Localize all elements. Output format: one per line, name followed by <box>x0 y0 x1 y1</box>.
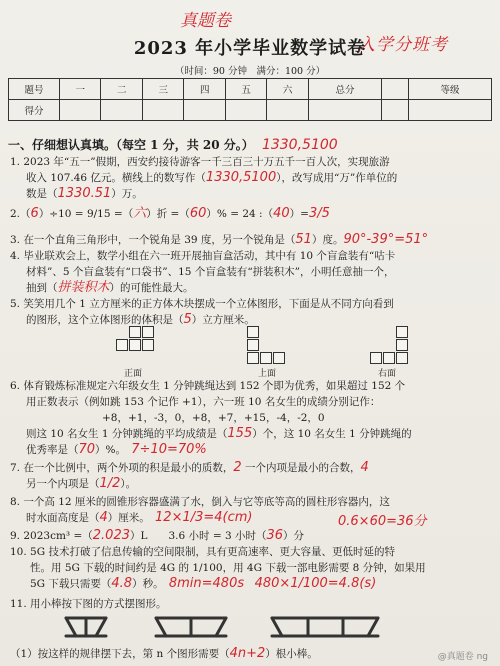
q8-line2 <box>10 510 390 526</box>
cube-cell <box>260 352 272 364</box>
q7-text: 一个内项是最小的合数， <box>244 462 361 474</box>
q2-fraction: 9/15 <box>86 208 111 220</box>
q2-answer-2: 六 <box>133 206 147 221</box>
right-view-label: 右面 <box>378 369 397 379</box>
q6-text: ）个，这 10 名女生 1 分钟跳绳的 <box>252 428 412 440</box>
q10-line2: 性。用 5G 下载的时间约是 4G 的 1/100，用 4G 下载一部电影需要 8 分钟，如果用 <box>30 562 426 574</box>
score-cell <box>225 100 266 121</box>
score-header-cell: 一 <box>60 79 101 100</box>
q6-text: 优秀率是（ <box>26 444 79 456</box>
score-table-score-row <box>9 100 492 121</box>
q2-text: =（ <box>113 208 134 220</box>
q2-answer-5: 3/5 <box>308 206 330 221</box>
q1-answer-1: 1330,5100 <box>205 170 277 185</box>
q2-text: ）= <box>289 208 309 220</box>
q6-line3: +8，+1，-3，0，+8，+7，+15，-4，-2，0 <box>102 412 325 424</box>
q1-text: ），改写成用“万”作单位的 <box>276 172 398 184</box>
score-header-cell: 总分 <box>308 79 381 100</box>
score-header-cell: 等级 <box>409 79 492 100</box>
q6-answer-2: 70 <box>78 442 96 457</box>
cube-cell <box>142 326 154 338</box>
q1-line3 <box>10 186 397 202</box>
q6-note: 7÷10=70% <box>131 442 207 457</box>
q10-note-2: 480×1/100=4.8(s) <box>254 576 377 591</box>
q6-line1: 6. 体育锻炼标准规定六年级女生 1 分钟跳绳达到 152 个即为优秀，如果超过 152 个 <box>10 380 406 392</box>
q5-answer: 5 <box>183 312 192 327</box>
q1-line1: 1. 2023 年“五一”假期，西安约接待游客一千三百三十万五千一百人次，实现旅游 <box>10 156 390 168</box>
q9-answer-1: 2.023 <box>92 528 130 543</box>
q7-note-1: 2 <box>233 460 242 475</box>
q6-line2: 用正数表示（例如跳 153 个记作 +1），六一班 10 名女生的成绩分别记作： <box>26 396 381 408</box>
question-6 <box>10 378 412 458</box>
question-5 <box>10 296 394 328</box>
exam-title-main: 2023 年小学毕业数学试卷 <box>133 38 367 59</box>
q4-text: 抽到（ <box>26 282 58 294</box>
score-cell <box>308 100 381 121</box>
q1-text: ）万。 <box>111 188 143 200</box>
q7-text: ）。 <box>120 478 137 490</box>
q11-text: ）根小棒。 <box>265 648 318 660</box>
q10-line3 <box>10 576 426 592</box>
q11-text: （1）按这样的规律摆下去，第 n 个图形需要（ <box>10 648 230 660</box>
q9-text: ）分 <box>283 530 305 542</box>
exam-title-suffix: 入学分班考 <box>358 35 448 55</box>
score-header-cell: 六 <box>267 79 308 100</box>
q4-line3 <box>10 280 395 296</box>
q2-text: ）% = 24 :（ <box>206 208 274 220</box>
q8-line1: 8. 一个高 12 厘米的圆锥形容器盛满了水，倒入与它等底等高的圆柱形容器内，这 <box>10 496 390 508</box>
handwritten-top-note: 真题卷 <box>180 11 231 31</box>
stick-pattern-figure <box>58 614 438 640</box>
score-cell <box>267 100 308 121</box>
score-row-label: 得分 <box>9 100 60 121</box>
score-header-cell: 二 <box>101 79 142 100</box>
cube-cell <box>247 352 259 364</box>
q4-answer: 拼装积木 <box>57 280 110 295</box>
score-header-cell: 五 <box>225 79 266 100</box>
question-10 <box>10 544 426 592</box>
cube-cell <box>396 326 408 338</box>
q6-answer-1: 155 <box>227 426 253 441</box>
question-11-part-1 <box>10 646 318 662</box>
q5-line2 <box>10 312 394 328</box>
score-cell <box>184 100 225 121</box>
q7-line2 <box>10 476 369 492</box>
question-4 <box>10 248 395 296</box>
q1-answer-2: 1330.51 <box>57 186 112 201</box>
front-view-figure <box>116 326 158 366</box>
score-cell <box>142 100 183 121</box>
score-table-header-row <box>9 79 492 100</box>
q7-line1 <box>10 460 369 476</box>
cube-cell <box>129 339 141 351</box>
right-view-figure <box>370 326 412 366</box>
top-view-label: 上面 <box>258 369 277 379</box>
cube-cell <box>370 352 382 364</box>
q8-text: 时水面高度是（ <box>26 512 100 524</box>
q3-note: 90°-39°=51° <box>343 232 429 247</box>
cube-cell <box>129 326 141 338</box>
q3-text: ）度。 <box>311 234 344 246</box>
cube-cell <box>383 352 395 364</box>
cube-cell <box>142 339 154 351</box>
cube-cell <box>396 352 408 364</box>
score-cell <box>382 100 409 121</box>
q2-text: 2.（ <box>10 208 31 220</box>
front-view-label: 正面 <box>124 369 143 379</box>
q6-text: 则这 10 名女生 1 分钟跳绳的平均成绩是（ <box>26 428 228 440</box>
q10-answer: 4.8 <box>111 576 133 591</box>
q4-line1: 4. 毕业联欢会上，数学小组在六一班开展抽盲盒活动，其中有 10 个盲盒装有“咕卡 <box>10 250 396 262</box>
q4-text: ）的可能性最大。 <box>109 282 194 294</box>
q8-note: 12×1/3=4(cm) <box>155 510 253 525</box>
q10-note-1: 8min=480s <box>168 576 245 591</box>
section-1-note: 1330,5100 <box>261 137 338 153</box>
score-table <box>8 78 492 121</box>
score-header-cell: 题号 <box>9 79 60 100</box>
q8-answer: 4 <box>99 510 108 525</box>
score-cell <box>60 100 101 121</box>
q6-text: ）%。 <box>95 444 121 456</box>
q2-answer-3: 60 <box>189 206 207 221</box>
score-header-cell: 三 <box>142 79 183 100</box>
q2-text: ）÷10 = <box>38 208 84 220</box>
q2-text: ）折 =（ <box>146 208 190 220</box>
q9-text: ）L 3.6 小时 = 3 小时（ <box>129 530 267 542</box>
question-11 <box>10 596 167 612</box>
q11-line1: 11. 用小棒按下图的方式摆图形。 <box>10 598 167 610</box>
q9-answer-2: 36 <box>266 528 284 543</box>
cube-cell <box>116 339 128 351</box>
q5-text: 的图形，这个立体图形的体积是（ <box>26 314 184 326</box>
cube-cell <box>273 352 285 364</box>
score-header-cell: 四 <box>184 79 225 100</box>
q2-answer-1: 6 <box>30 206 39 221</box>
q2-answer-4: 40 <box>273 206 290 221</box>
q5-line1: 5. 笑笑用几个 1 立方厘米的正方体木块摆成一个立体图形，下面是从不同方向看到 <box>10 298 394 310</box>
score-cell <box>409 100 492 121</box>
q1-line2 <box>10 170 397 186</box>
score-header-cell <box>382 79 409 100</box>
section-1-title-text: 一、仔细想认真填。（每空 1 分，共 20 分。） <box>8 138 254 152</box>
question-7 <box>10 460 369 492</box>
question-1 <box>10 154 397 202</box>
question-8 <box>10 494 390 526</box>
q7-text: 7. 在一个比例中，两个外项的积是最小的质数， <box>10 462 234 474</box>
q5-text: ）立方厘米。 <box>191 314 255 326</box>
q6-line4 <box>10 426 412 442</box>
q9-text: 9. 2023cm³ =（ <box>10 530 93 542</box>
watermark: @真题卷 ng <box>437 652 488 662</box>
top-view-figure <box>247 326 289 366</box>
q1-text: 数是（ <box>26 188 58 200</box>
q7-answer: 1/2 <box>99 476 121 491</box>
q7-note-2: 4 <box>360 460 369 475</box>
q8-text: ）厘米。 <box>107 512 145 524</box>
cube-cell <box>247 326 259 338</box>
q3-answer: 51 <box>295 232 312 247</box>
q10-text: ）秒。 <box>132 578 159 590</box>
cube-cell <box>247 339 259 351</box>
q1-text: 收入 107.46 亿元。横线上的数写作（ <box>26 172 206 184</box>
exam-title <box>20 34 480 60</box>
q10-line1: 10. 5G 技术打破了信息传输的空间限制，具有更高速率、更大容量、更低时延的特 <box>10 546 395 558</box>
question-3 <box>10 232 428 248</box>
q9-note: 0.6×60=36分 <box>338 514 427 529</box>
q7-text: 另一个内项是（ <box>26 478 100 490</box>
q3-text: 3. 在一个直角三角形中，一个锐角是 39 度，另一个锐角是（ <box>10 234 296 246</box>
question-2 <box>10 206 330 222</box>
q6-line5 <box>10 442 412 458</box>
exam-subtitle: （时间：90 分钟 满分：100 分） <box>174 66 326 77</box>
cube-cell <box>396 339 408 351</box>
q4-line2: 材料”、5 个盲盒装有“口袋书”、15 个盲盒装有“拼装积木”，小明任意抽一个， <box>26 266 395 278</box>
q10-text: 5G 下载只需要（ <box>30 578 112 590</box>
q11-note: 4n+2 <box>229 646 266 661</box>
score-cell <box>101 100 142 121</box>
section-1-title <box>8 136 338 153</box>
